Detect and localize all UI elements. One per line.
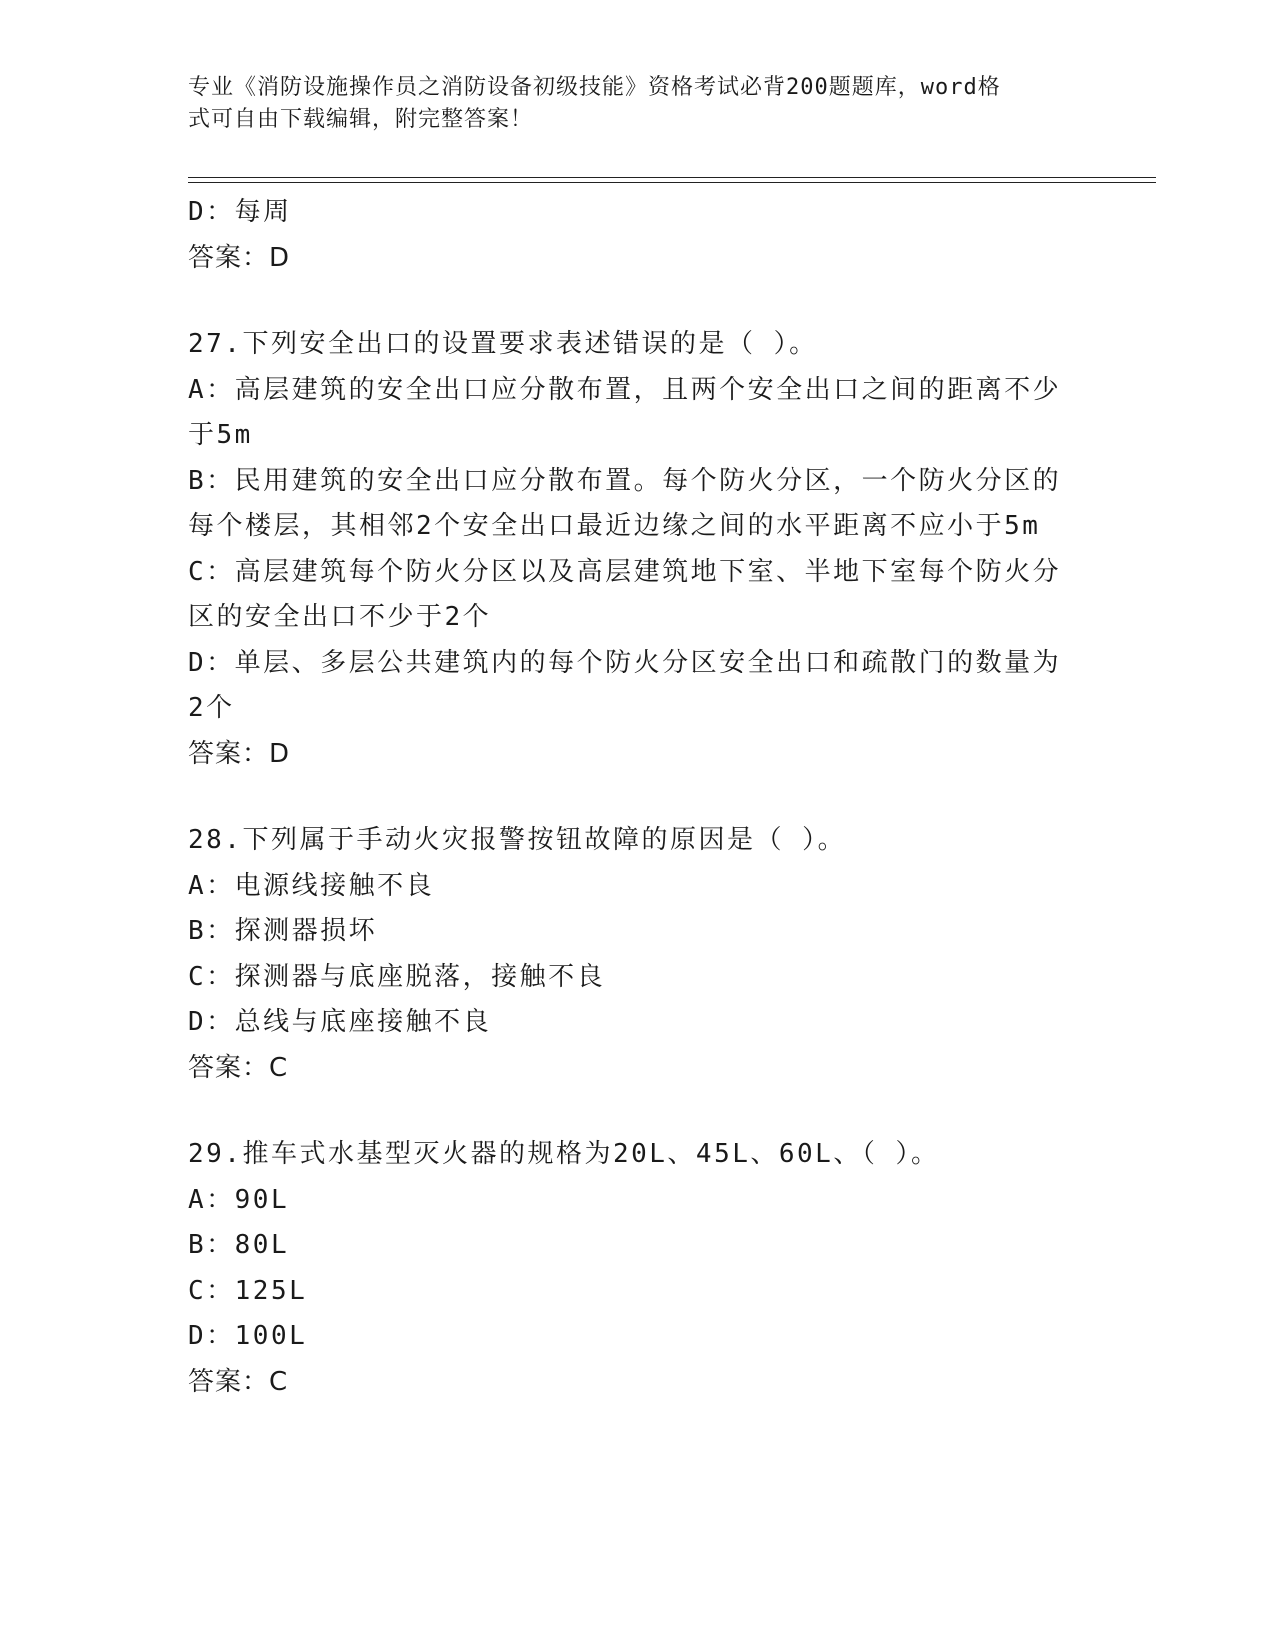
question-stem: 27.下列安全出口的设置要求表述错误的是（ ）。 bbox=[188, 329, 818, 359]
document-header bbox=[188, 72, 1068, 136]
spacer bbox=[188, 281, 1088, 322]
header-divider bbox=[188, 182, 1156, 183]
spacer bbox=[188, 1091, 1088, 1132]
option-line: 2个 bbox=[188, 693, 235, 723]
option-line: A：电源线接触不良 bbox=[188, 870, 435, 901]
question-stem: 29.推车式水基型灭火器的规格为20L、45L、60L、（ ）。 bbox=[188, 1139, 940, 1169]
question-block bbox=[188, 818, 1088, 1091]
answer-line: 答案：C bbox=[188, 1052, 289, 1083]
answer-line: 答案：D bbox=[188, 242, 291, 273]
answer-line: 答案：D bbox=[188, 738, 291, 769]
header-line: 专业《消防设施操作员之消防设备初级技能》资格考试必背200题题库，word格 bbox=[188, 75, 1001, 100]
option-line: B：民用建筑的安全出口应分散布置。每个防火分区，一个防火分区的 bbox=[188, 465, 1062, 496]
document-body bbox=[188, 190, 1088, 1405]
option-line: 区的安全出口不少于2个 bbox=[188, 602, 492, 632]
option-line: C：125L bbox=[188, 1275, 308, 1306]
option-line: C：高层建筑每个防火分区以及高层建筑地下室、半地下室每个防火分 bbox=[188, 556, 1062, 587]
option-line: B：80L bbox=[188, 1230, 290, 1260]
option-line: D：总线与底座接触不良 bbox=[188, 1007, 492, 1037]
option-line: 于5m bbox=[188, 420, 253, 450]
spacer bbox=[188, 777, 1088, 818]
option-line: D：100L bbox=[188, 1321, 308, 1351]
option-line: C：探测器与底座脱落，接触不良 bbox=[188, 961, 606, 992]
question-block bbox=[188, 1132, 1088, 1405]
option-line: D：单层、多层公共建筑内的每个防火分区安全出口和疏散门的数量为 bbox=[188, 647, 1062, 678]
answer-line: 答案：C bbox=[188, 1366, 289, 1397]
question-block bbox=[188, 322, 1088, 777]
option-line: A：高层建筑的安全出口应分散布置，且两个安全出口之间的距离不少 bbox=[188, 374, 1062, 405]
option-line: 每个楼层，其相邻2个安全出口最近边缘之间的水平距离不应小于5m bbox=[188, 511, 1041, 541]
option-line: A：90L bbox=[188, 1184, 290, 1215]
header-line: 式可自由下载编辑，附完整答案！ bbox=[188, 107, 534, 132]
question-stem: 28.下列属于手动火灾报警按钮故障的原因是（ ）。 bbox=[188, 825, 847, 855]
option-line: D：每周 bbox=[188, 197, 292, 227]
option-line: B：探测器损坏 bbox=[188, 916, 378, 946]
header-divider bbox=[188, 177, 1156, 178]
